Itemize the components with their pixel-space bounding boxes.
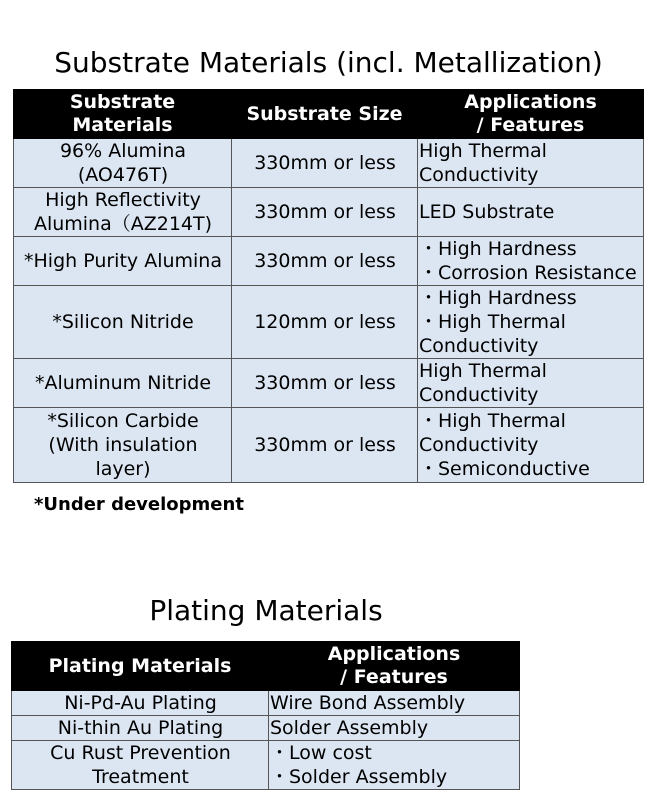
cell-line: Conductivity xyxy=(419,384,539,406)
cell-line: Conductivity xyxy=(419,164,539,186)
substrate-material-cell xyxy=(14,359,232,408)
cell-line: Ni-thin Au Plating xyxy=(57,717,224,739)
plating-material-cell xyxy=(12,741,269,790)
table-row xyxy=(12,716,520,741)
header-line: Applications xyxy=(464,91,597,113)
substrate-size-cell: 330mm or less xyxy=(232,139,418,188)
cell-line: ・Semiconductive xyxy=(419,458,590,480)
applications-features-cell xyxy=(269,691,520,716)
applications-features-cell xyxy=(269,741,520,790)
cell-line: High Reflectivity xyxy=(45,189,201,211)
cell-line: (AO476T) xyxy=(77,164,169,186)
substrate-size-cell: 330mm or less xyxy=(232,408,418,483)
column-header-applications-features xyxy=(269,642,520,691)
substrate-material-cell xyxy=(14,286,232,359)
applications-features-cell xyxy=(269,716,520,741)
cell-line: Treatment xyxy=(92,766,189,788)
table-row xyxy=(12,691,520,716)
column-header-plating-materials: Plating Materials xyxy=(12,642,269,691)
cell-line: Cu Rust Prevention xyxy=(50,742,231,764)
cell-line: Solder Assembly xyxy=(270,717,429,739)
cell-line: *Silicon Carbide xyxy=(47,410,199,432)
plating-material-cell xyxy=(12,691,269,716)
cell-line: *High Purity Alumina xyxy=(24,250,222,272)
cell-line: Alumina（AZ214T) xyxy=(33,213,213,235)
header-line: / Features xyxy=(340,666,448,688)
plating-material-cell xyxy=(12,716,269,741)
header-line: Applications xyxy=(327,643,461,665)
cell-line: ・High Hardness xyxy=(419,238,577,260)
substrate-material-cell xyxy=(14,139,232,188)
cell-line: Conductivity xyxy=(419,335,539,357)
applications-features-cell xyxy=(418,359,644,408)
applications-features-cell xyxy=(418,188,644,237)
substrate-size-cell: 120mm or less xyxy=(232,286,418,359)
substrate-materials-table xyxy=(13,89,644,483)
cell-line: Conductivity xyxy=(419,434,539,456)
cell-line: ・High Hardness xyxy=(419,287,577,309)
plating-materials-table xyxy=(11,641,520,790)
cell-line: ・High Thermal xyxy=(419,410,566,432)
substrate-material-cell xyxy=(14,188,232,237)
column-header-applications-features xyxy=(418,90,644,139)
cell-line: *Aluminum Nitride xyxy=(34,372,212,394)
applications-features-cell xyxy=(418,408,644,483)
cell-line: Ni-Pd-Au Plating xyxy=(64,692,217,714)
table-row xyxy=(12,741,520,790)
table-row xyxy=(14,408,644,483)
applications-features-cell xyxy=(418,237,644,286)
applications-features-cell xyxy=(418,286,644,359)
cell-line: *Silicon Nitride xyxy=(52,311,194,333)
applications-features-cell xyxy=(418,139,644,188)
cell-line: (With insulation xyxy=(48,434,198,456)
header-line: / Features xyxy=(476,114,585,136)
column-header-substrate-materials: Substrate Materials xyxy=(14,90,232,139)
substrate-material-cell xyxy=(14,408,232,483)
cell-line: Wire Bond Assembly xyxy=(270,692,466,714)
table-row xyxy=(14,237,644,286)
table-row xyxy=(14,139,644,188)
table-row xyxy=(14,359,644,408)
table-row xyxy=(14,286,644,359)
cell-line: ・Low cost xyxy=(270,742,372,764)
cell-line: ・High Thermal xyxy=(419,311,566,333)
substrate-size-cell: 330mm or less xyxy=(232,188,418,237)
table-header-row xyxy=(12,642,520,691)
under-development-note: *Under development xyxy=(34,494,244,515)
table-header-row xyxy=(14,90,644,139)
substrate-size-cell: 330mm or less xyxy=(232,237,418,286)
cell-line: layer) xyxy=(95,458,151,480)
cell-line: ・Corrosion Resistance xyxy=(419,262,637,284)
column-header-substrate-size: Substrate Size xyxy=(232,90,418,139)
plating-materials-title: Plating Materials xyxy=(149,594,383,627)
substrate-materials-title: Substrate Materials (incl. Metallization) xyxy=(54,46,603,79)
cell-line: LED Substrate xyxy=(419,201,555,223)
substrate-material-cell xyxy=(14,237,232,286)
cell-line: 96% Alumina xyxy=(59,140,187,162)
cell-line: ・Solder Assembly xyxy=(270,766,448,788)
table-row xyxy=(14,188,644,237)
substrate-size-cell: 330mm or less xyxy=(232,359,418,408)
cell-line: High Thermal xyxy=(419,140,547,162)
cell-line: High Thermal xyxy=(419,360,547,382)
